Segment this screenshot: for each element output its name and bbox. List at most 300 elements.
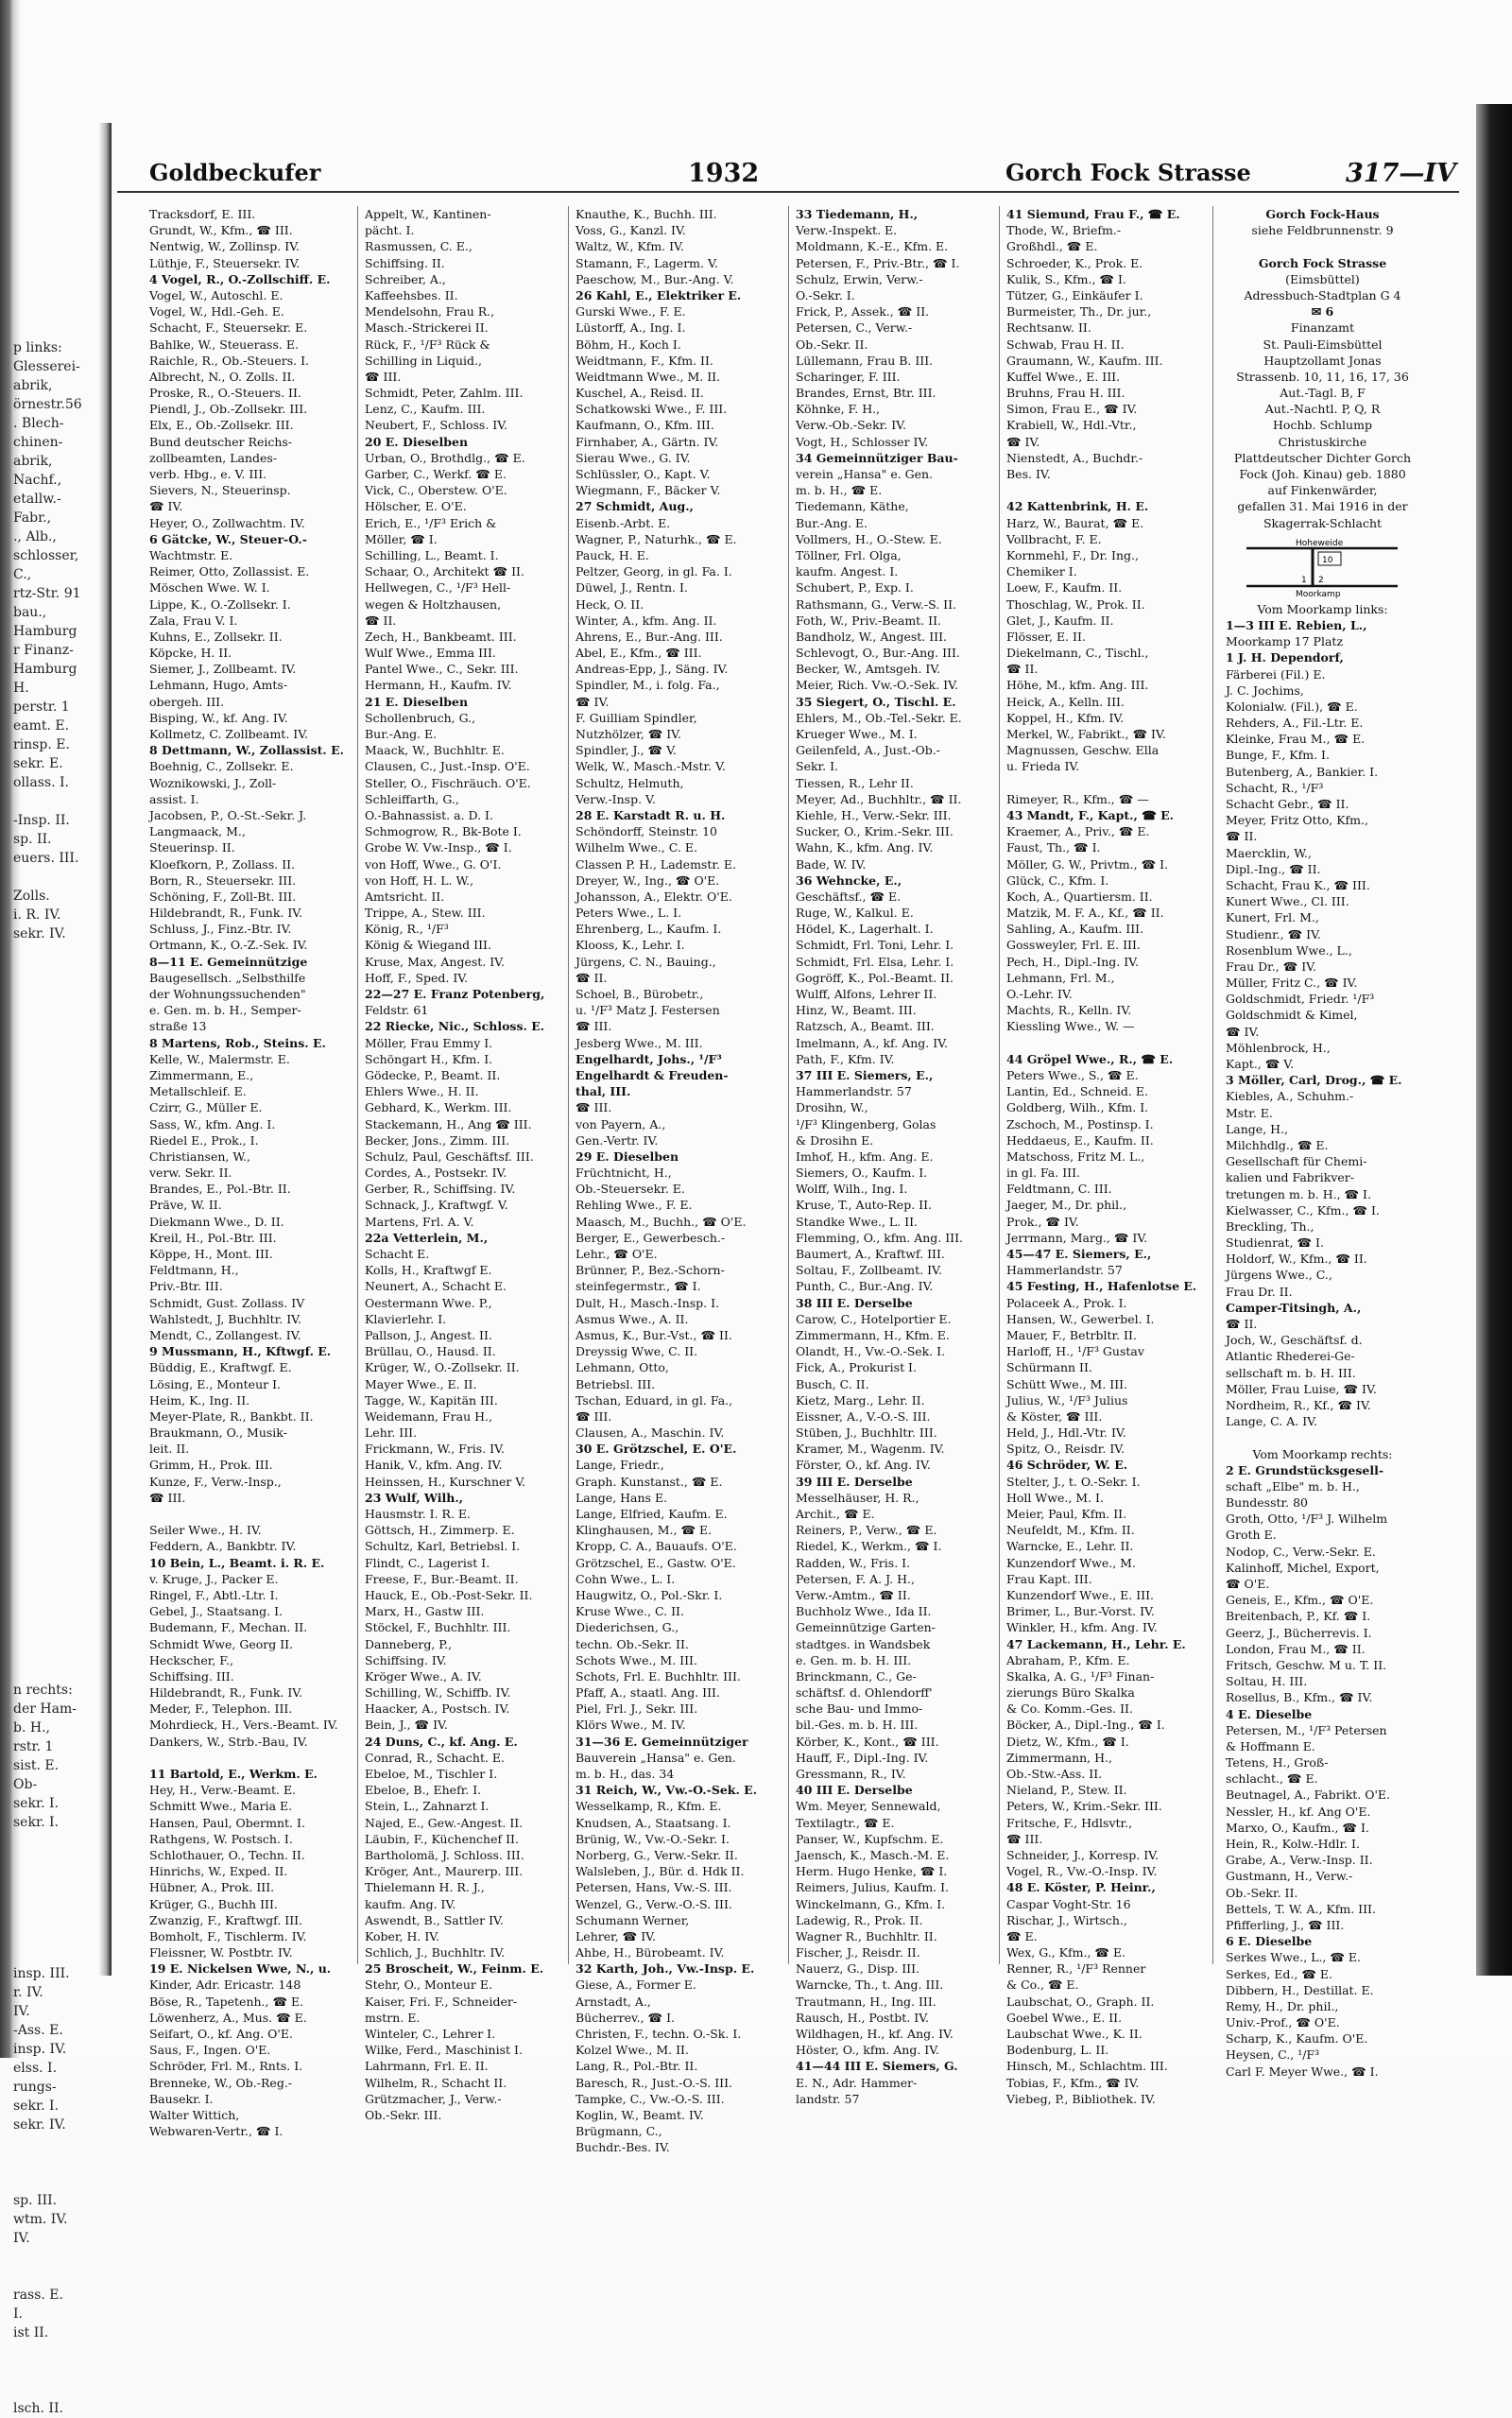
resident-entry: Olandt, H., Vw.-O.-Sek. I. bbox=[796, 1344, 946, 1359]
house-number-entry: 11 Bartold, E., Werkm. E. bbox=[149, 1767, 318, 1781]
resident-entry: zollbeamten, Landes- bbox=[149, 450, 278, 465]
resident-entry: ☎ II. bbox=[1006, 662, 1039, 677]
house-number-entry: 20 E. Dieselben bbox=[365, 434, 469, 449]
resident-entry: & Drosihn E. bbox=[796, 1132, 874, 1148]
resident-entry: König & Wiegand III. bbox=[365, 938, 491, 953]
resident-entry: Wiegmann, F., Bäcker V. bbox=[576, 483, 721, 498]
resident-entry: Polaceek A., Prok. I. bbox=[1006, 1295, 1127, 1310]
resident-entry: & Co., ☎ E. bbox=[1006, 1978, 1079, 1993]
left-page-line bbox=[13, 943, 100, 962]
resident-entry: Kropp, C. A., Bauaufs. O'E. bbox=[576, 1539, 737, 1554]
resident-entry: Matzik, M. F. A., Kf., ☎ II. bbox=[1006, 906, 1164, 921]
resident-entry: Panser, W., Kupfschm. E. bbox=[796, 1831, 944, 1846]
resident-entry: steinfegermstr., ☎ I. bbox=[576, 1279, 701, 1294]
resident-entry: Neubert, F., Schloss. IV. bbox=[365, 418, 508, 433]
resident-entry: Woznikowski, J., Zoll- bbox=[149, 775, 277, 790]
left-page-line bbox=[13, 1076, 100, 1095]
resident-entry: Pfaff, A., staatl. Ang. III. bbox=[576, 1685, 720, 1701]
resident-entry: Petersen, C., Verw.- bbox=[796, 320, 913, 336]
resident-entry: Zimmermann, H., bbox=[1006, 1750, 1112, 1765]
resident-entry: Haugwitz, O., Pol.-Skr. I. bbox=[576, 1587, 723, 1602]
resident-entry: Punth, C., Bur.-Ang. IV. bbox=[796, 1279, 934, 1294]
column-5 bbox=[1006, 206, 1213, 2106]
resident-entry: Köhnke, F. H., bbox=[796, 402, 881, 417]
resident-entry: Andreas-Epp, J., Säng. IV. bbox=[576, 662, 729, 677]
resident-entry: Maercklin, W., bbox=[1226, 845, 1312, 860]
resident-entry: Diekmann Wwe., D. II. bbox=[149, 1214, 284, 1229]
resident-entry: Tagge, W., Kapitän III. bbox=[365, 1392, 498, 1408]
resident-entry: Finanzamt bbox=[1290, 320, 1355, 336]
resident-entry: Kiehle, H., Verw.-Sekr. III. bbox=[796, 807, 952, 822]
resident-entry: Strassenb. 10, 11, 16, 17, 36 bbox=[1236, 369, 1409, 384]
resident-entry: Textilagtr., ☎ E. bbox=[796, 1815, 895, 1830]
resident-entry: Gustmann, H., Verw.- bbox=[1226, 1869, 1353, 1884]
resident-entry: Webwaren-Vertr., ☎ I. bbox=[149, 2124, 284, 2139]
resident-entry: Riedel E., Prok., I. bbox=[149, 1132, 259, 1148]
resident-entry: Bandholz, W., Angest. III. bbox=[796, 629, 948, 644]
resident-entry: Laubschat Wwe., K. II. bbox=[1006, 2027, 1143, 2041]
resident-entry: Walter Wittich, bbox=[149, 2107, 240, 2122]
resident-entry: Geschäftsf., ☎ E. bbox=[796, 889, 902, 904]
resident-entry: Haacker, A., Postsch. IV. bbox=[365, 1701, 510, 1717]
resident-entry: Danneberg, P., bbox=[365, 1636, 453, 1651]
resident-entry: verb. Hbg., e. V. III. bbox=[149, 467, 267, 481]
left-page-line bbox=[13, 1889, 100, 1908]
left-page-line bbox=[13, 1378, 100, 1397]
resident-entry: Aut.-Nachtl. P, Q, R bbox=[1264, 402, 1381, 417]
resident-entry: Brügmann, C., bbox=[576, 2124, 662, 2139]
left-page-line bbox=[13, 1057, 100, 1076]
left-page-line: sekr. IV. bbox=[13, 926, 66, 941]
resident-entry: Flemming, O., kfm. Ang. III. bbox=[796, 1230, 964, 1245]
resident-entry: sche Bau- und Immo- bbox=[796, 1701, 923, 1717]
resident-entry: in gl. Fa. III. bbox=[1006, 1166, 1080, 1181]
resident-entry: Lange, H., bbox=[1226, 1121, 1288, 1136]
resident-entry: Klavierlehr. I. bbox=[365, 1311, 447, 1326]
left-page-line bbox=[13, 206, 100, 225]
resident-entry: Lehmann, Hugo, Amts- bbox=[149, 678, 288, 693]
resident-entry: Brimer, L., Bur.-Vorst. IV. bbox=[1006, 1604, 1155, 1619]
resident-entry: Amtsricht. II. bbox=[365, 889, 445, 904]
resident-entry: Christuskirche bbox=[1278, 434, 1367, 449]
left-page-line: Hamburg bbox=[13, 624, 77, 639]
resident-entry: O.-Sekr. I. bbox=[796, 287, 855, 302]
house-number-entry: 42 Kattenbrink, H. E. bbox=[1006, 499, 1149, 514]
resident-entry: Feldtmann, C. III. bbox=[1006, 1182, 1112, 1197]
left-page-line bbox=[13, 2342, 100, 2361]
map-number: 2 bbox=[1318, 575, 1324, 585]
resident-entry: Masch.-Strickerei II. bbox=[365, 320, 489, 336]
resident-entry: Schmidt, Peter, Zahlm. III. bbox=[365, 386, 524, 401]
left-page-line: etallw.- bbox=[13, 492, 61, 507]
resident-entry: Dipl.-Ing., ☎ II. bbox=[1226, 861, 1321, 876]
resident-entry: Peters Wwe., L. I. bbox=[576, 906, 682, 921]
resident-entry: Kietz, Marg., Lehr. II. bbox=[796, 1392, 925, 1408]
resident-entry: Gemeinnützige Garten- bbox=[796, 1620, 936, 1635]
house-number-entry: 34 Gemeinnütziger Bau- bbox=[796, 450, 958, 465]
resident-entry: Möller, Frau Emmy I. bbox=[365, 1035, 493, 1050]
left-page-line bbox=[13, 2172, 100, 2191]
resident-entry: Petersen, Hans, Vw.-S. III. bbox=[576, 1880, 732, 1895]
resident-entry: Harz, W., Baurat, ☎ E. bbox=[1006, 515, 1144, 530]
resident-entry: Böse, R., Tapetenh., ☎ E. bbox=[149, 1994, 304, 2009]
resident-entry: Kunert, Frl. M., bbox=[1226, 910, 1319, 925]
resident-entry: Früchtnicht, H., bbox=[576, 1166, 672, 1181]
resident-entry: Rück, F., ¹/F³ Rück & bbox=[365, 337, 490, 352]
left-page-line: sekr. IV. bbox=[13, 2117, 66, 2133]
resident-entry: Bettels, T. W. A., Kfm. III. bbox=[1226, 1901, 1376, 1916]
resident-entry: Glet, J., Kaufm. II. bbox=[1006, 613, 1114, 628]
resident-entry: Pfifferling, J., ☎ III. bbox=[1226, 1917, 1345, 1932]
resident-entry: Wagner, P., Naturhk., ☎ E. bbox=[576, 531, 737, 546]
resident-entry: Kuhns, E., Zollsekr. II. bbox=[149, 629, 283, 644]
resident-entry: Flindt, C., Lagerist I. bbox=[365, 1555, 490, 1570]
left-page-line bbox=[13, 1095, 100, 1114]
resident-entry: Vollmers, H., O.-Stew. E. bbox=[796, 531, 942, 546]
resident-entry: Müller, Fritz C., ☎ IV. bbox=[1226, 976, 1358, 991]
resident-entry: Schultz, Karl, Betriebsl. I. bbox=[365, 1539, 521, 1554]
resident-entry: techn. Ob.-Sekr. II. bbox=[576, 1636, 689, 1651]
house-number-entry: 43 Mandt, F., Kapt., ☎ E. bbox=[1006, 807, 1174, 822]
resident-entry: Burmeister, Th., Dr. jur., bbox=[1006, 304, 1152, 320]
left-page-line bbox=[13, 1529, 100, 1548]
resident-entry: St. Pauli-Eimsbüttel bbox=[1263, 337, 1383, 352]
resident-entry: Ahrens, E., Bur.-Ang. III. bbox=[576, 629, 723, 644]
resident-entry: Ringel, F., Abtl.-Ltr. I. bbox=[149, 1587, 279, 1602]
resident-entry: Bodenburg, L. II. bbox=[1006, 2043, 1109, 2058]
resident-entry: von Hoff, H. L. W., bbox=[365, 872, 474, 888]
resident-entry: Mayer Wwe., E. II. bbox=[365, 1376, 477, 1391]
left-page-line bbox=[13, 1511, 100, 1529]
left-page-line: -Ass. E. bbox=[13, 2023, 63, 2038]
map-number: 1 bbox=[1301, 575, 1307, 585]
resident-entry: Drosihn, W., bbox=[796, 1100, 868, 1115]
resident-entry: Schöning, F., Zoll-Bt. III. bbox=[149, 889, 297, 904]
resident-entry: Rausch, H., Postbt. IV. bbox=[796, 2010, 930, 2025]
left-page-line: sekr. I. bbox=[13, 1815, 59, 1830]
resident-entry: ☎ III. bbox=[1006, 1831, 1043, 1846]
resident-entry: ☎ II. bbox=[1226, 1317, 1258, 1331]
resident-entry: Schollenbruch, G., bbox=[365, 710, 476, 725]
resident-entry: Schilling, W., Schiffb. IV. bbox=[365, 1685, 511, 1701]
resident-entry: Giese, A., Former E. bbox=[576, 1978, 696, 1993]
resident-entry: Weidtmann Wwe., M. II. bbox=[576, 369, 721, 384]
resident-entry: Jaensch, K., Masch.-M. E. bbox=[796, 1847, 950, 1862]
resident-entry: Brünig, W., Vw.-O.-Sekr. I. bbox=[576, 1831, 730, 1846]
resident-entry: Raichle, R., Ob.-Steuers. I. bbox=[149, 353, 310, 368]
house-number-entry: 9 Mussmann, H., Kftwgf. E. bbox=[149, 1344, 332, 1359]
resident-entry: Lehmann, Frl. M., bbox=[1006, 970, 1115, 985]
resident-entry: Schilling, L., Beamt. I. bbox=[365, 547, 499, 562]
house-number-entry: 37 III E. Siemers, E., bbox=[796, 1067, 934, 1082]
resident-entry: ☎ III. bbox=[149, 1490, 186, 1505]
resident-entry: Najed, E., Gew.-Angest. II. bbox=[365, 1815, 524, 1830]
resident-entry: Klooss, K., Lehr. I. bbox=[576, 938, 685, 953]
resident-entry: Stelter, J., t. O.-Sekr. I. bbox=[1006, 1474, 1141, 1489]
resident-entry: Nordheim, R., Kf., ☎ IV. bbox=[1226, 1397, 1371, 1412]
resident-entry bbox=[1006, 1035, 1212, 1051]
resident-entry: Wenzel, G., Verw.-O.-S. III. bbox=[576, 1896, 732, 1911]
resident-entry: Goebel Wwe., E. II. bbox=[1006, 2010, 1123, 2025]
left-page-line bbox=[13, 1926, 100, 1945]
resident-entry: Waltz, W., Kfm. IV. bbox=[576, 239, 684, 254]
resident-entry: Stöckel, F., Buchhltr. III. bbox=[365, 1620, 511, 1635]
resident-entry: Vick, C., Oberstew. O'E. bbox=[365, 483, 507, 498]
left-page-line bbox=[13, 1038, 100, 1057]
resident-entry: Skagerrak-Schlacht bbox=[1263, 515, 1383, 530]
resident-entry: Klörs Wwe., M. IV. bbox=[576, 1718, 686, 1733]
house-number-entry: 31 Reich, W., Vw.-O.-Sek. E. bbox=[576, 1783, 758, 1798]
resident-entry: Asmus Wwe., A. II. bbox=[576, 1311, 689, 1326]
resident-entry: Verw.-Inspekt. E. bbox=[796, 223, 898, 238]
resident-entry: stadtges. in Wandsbek bbox=[796, 1636, 931, 1651]
left-page-line bbox=[13, 112, 100, 130]
resident-entry: Appelt, W., Kantinen- bbox=[365, 207, 491, 221]
resident-entry: Matschoss, Fritz M. L., bbox=[1006, 1149, 1145, 1164]
resident-entry: Weidtmann, F., Kfm. II. bbox=[576, 353, 713, 368]
resident-entry: Möller, ☎ I. bbox=[365, 531, 438, 546]
resident-entry: Bisping, W., kf. Ang. IV. bbox=[149, 710, 288, 725]
resident-entry: Dibbern, H., Destillat. E. bbox=[1226, 1982, 1374, 1997]
resident-entry: Lösing, E., Monteur I. bbox=[149, 1376, 281, 1391]
house-number-entry: 6 Gätcke, W., Steuer-O.- bbox=[149, 531, 307, 546]
resident-entry: thal, III. bbox=[576, 1084, 631, 1099]
left-page-line: elss. I. bbox=[13, 2061, 58, 2076]
resident-entry: Marxo, O., Kaufm., ☎ I. bbox=[1226, 1820, 1369, 1835]
resident-entry: Reimers, Julius, Kaufm. I. bbox=[796, 1880, 950, 1895]
resident-entry: Lehrer, ☎ IV. bbox=[576, 1928, 656, 1943]
resident-entry: verein „Hansa" e. Gen. bbox=[796, 467, 934, 481]
resident-entry: Jürgens Wwe., C., bbox=[1226, 1268, 1332, 1283]
house-number-entry: 3 Möller, Carl, Drog., ☎ E. bbox=[1226, 1073, 1402, 1088]
resident-entry: Heick, A., Kelln. III. bbox=[1006, 694, 1125, 709]
resident-entry: Bein, J., ☎ IV. bbox=[365, 1718, 448, 1733]
resident-entry: Elx, E., Ob.-Zollsekr. III. bbox=[149, 418, 294, 433]
resident-entry: Verw.-Ob.-Sekr. IV. bbox=[796, 418, 906, 433]
resident-entry: Rehling Wwe., F. E. bbox=[576, 1198, 693, 1213]
house-number-entry: 25 Broscheit, W., Feinm. E. bbox=[365, 1961, 544, 1977]
resident-entry: Lange, Hans E. bbox=[576, 1490, 668, 1505]
resident-entry: Stehr, O., Monteur E. bbox=[365, 1978, 492, 1993]
resident-entry: Budemann, F., Mechan. II. bbox=[149, 1620, 308, 1635]
resident-entry: Stackemann, H., Ang ☎ III. bbox=[365, 1116, 532, 1131]
house-number-entry: 36 Wehncke, E., bbox=[796, 872, 902, 888]
resident-entry: Jürgens, C. N., Bauing., bbox=[576, 954, 716, 969]
resident-entry: Vogel, R., Vw.-O.-Insp. IV. bbox=[1006, 1864, 1158, 1879]
house-number-entry: 26 Kahl, E., Elektriker E. bbox=[576, 287, 742, 302]
resident-entry: Brandes, Ernst, Btr. III. bbox=[796, 386, 936, 401]
resident-entry: Soltau, F., Zollbeamt. IV. bbox=[796, 1263, 942, 1278]
resident-entry: Wahn, K., kfm. Ang. IV. bbox=[796, 840, 934, 855]
house-number-entry: 45—47 E. Siemers, E., bbox=[1006, 1247, 1152, 1261]
resident-entry: Becker, W., Amtsgeh. IV. bbox=[796, 662, 941, 677]
resident-entry: Soltau, H. III. bbox=[1226, 1674, 1308, 1689]
left-page-line: r Finanz- bbox=[13, 643, 74, 658]
resident-entry: Lange, C. A. IV. bbox=[1226, 1414, 1317, 1429]
resident-entry: Hammerlandstr. 57 bbox=[796, 1084, 912, 1099]
left-page-line: Nachf., bbox=[13, 473, 62, 488]
resident-entry: Bund deutscher Reichs- bbox=[149, 434, 293, 449]
resident-entry: Kapt., ☎ V. bbox=[1226, 1057, 1295, 1071]
resident-entry: (Eimsbüttel) bbox=[1285, 271, 1360, 286]
resident-entry: Buchdr.-Bes. IV. bbox=[576, 2140, 670, 2155]
resident-entry: Wagner R., Buchhltr. II. bbox=[796, 1928, 937, 1943]
resident-entry: straße 13 bbox=[149, 1019, 207, 1034]
resident-entry: Frick, P., Assek., ☎ II. bbox=[796, 304, 930, 320]
resident-entry: Winter, A., kfm. Ang. II. bbox=[576, 613, 717, 628]
resident-entry: von Payern, A., bbox=[576, 1116, 666, 1131]
resident-entry: Kunzendorf Wwe., E. III. bbox=[1006, 1587, 1155, 1602]
resident-entry: Classen P. H., Lademstr. E. bbox=[576, 856, 737, 872]
resident-entry: Geneis, E., Kfm., ☎ O'E. bbox=[1226, 1593, 1374, 1608]
resident-entry: Förster, O., kf. Ang. IV. bbox=[796, 1458, 931, 1473]
resident-entry: Koppel, H., Kfm. IV. bbox=[1006, 710, 1125, 725]
left-page-line bbox=[13, 225, 100, 244]
resident-entry: Schlich, J., Buchhltr. IV. bbox=[365, 1945, 506, 1960]
resident-entry: Dietz, W., Kfm., ☎ I. bbox=[1006, 1734, 1129, 1749]
left-page-line: sp. II. bbox=[13, 832, 52, 847]
resident-entry: Joch, W., Geschäftsf. d. bbox=[1226, 1333, 1363, 1348]
resident-entry: verw. Sekr. II. bbox=[149, 1166, 232, 1181]
resident-entry: Nessler, H., kf. Ang O'E. bbox=[1226, 1804, 1371, 1819]
resident-entry: Petersen, F., Priv.-Btr., ☎ I. bbox=[796, 255, 960, 270]
resident-entry: Kuffel Wwe., E. III. bbox=[1006, 369, 1121, 384]
resident-entry bbox=[149, 1506, 357, 1522]
resident-entry: pächt. I. bbox=[365, 223, 415, 238]
resident-entry: Univ.-Prof., ☎ O'E. bbox=[1226, 2015, 1340, 2030]
resident-entry: Kolls, H., Kraftwgf E. bbox=[365, 1263, 492, 1278]
house-number-entry: 22—27 E. Franz Potenberg, bbox=[365, 987, 545, 1001]
resident-entry: Färberei (Fil.) E. bbox=[1226, 666, 1326, 682]
resident-entry: Warncke, E., Lehr. II. bbox=[1006, 1539, 1134, 1554]
house-number-entry: 24 Duns, C., kf. Ang. E. bbox=[365, 1734, 518, 1749]
resident-entry: ✉ 6 bbox=[1311, 304, 1334, 320]
left-page-line: IV. bbox=[13, 2004, 30, 2019]
resident-entry: Serkes, Ed., ☎ E. bbox=[1226, 1966, 1332, 1981]
resident-entry: Schulz, Paul, Geschäftsf. III. bbox=[365, 1149, 534, 1164]
left-page-line bbox=[13, 149, 100, 168]
resident-entry: E. N., Adr. Hammer- bbox=[796, 2075, 918, 2090]
resident-entry: Schlüssler, O., Kapt. V. bbox=[576, 467, 711, 481]
resident-entry: Steuerinsp. II. bbox=[149, 840, 235, 855]
resident-entry: Groth E. bbox=[1226, 1528, 1277, 1543]
resident-entry: Möller, Frau Luise, ☎ IV. bbox=[1226, 1381, 1377, 1396]
resident-entry: Zschoch, M., Postinsp. I. bbox=[1006, 1116, 1154, 1131]
resident-entry: Grobe W. Vw.-Insp., ☎ I. bbox=[365, 840, 512, 855]
resident-entry: e. Gen. m. b. H. III. bbox=[796, 1652, 912, 1667]
resident-entry: kaufm. Ang. IV. bbox=[365, 1896, 456, 1911]
resident-entry: schlacht., ☎ E. bbox=[1226, 1771, 1318, 1787]
resident-entry: Lantin, Ed., Schneid. E. bbox=[1006, 1084, 1148, 1099]
book-gutter bbox=[98, 123, 112, 1976]
resident-entry: ☎ III. bbox=[576, 1100, 612, 1115]
resident-entry: Fick, A., Prokurist I. bbox=[796, 1360, 917, 1375]
left-page-line bbox=[13, 244, 100, 263]
resident-entry: Breckling, Th., bbox=[1226, 1218, 1314, 1234]
resident-entry: König, R., ¹/F³ bbox=[365, 922, 449, 937]
house-number-entry: 27 Schmidt, Aug., bbox=[576, 499, 694, 514]
resident-entry: Arnstadt, A., bbox=[576, 1994, 651, 2009]
resident-entry: Kruse, Max, Angest. IV. bbox=[365, 954, 505, 969]
resident-entry: Breitenbach, P., Kf. ☎ I. bbox=[1226, 1609, 1371, 1624]
resident-entry: Thoschlag, W., Prok. II. bbox=[1006, 596, 1145, 612]
resident-entry: Ob.-Sekr. II. bbox=[796, 337, 868, 352]
resident-entry: Verw.-Insp. V. bbox=[576, 791, 656, 806]
house-number-entry: 29 E. Dieselben bbox=[576, 1149, 679, 1164]
resident-entry: Graph. Kunstanst., ☎ E. bbox=[576, 1474, 723, 1489]
resident-entry: Standke Wwe., L. II. bbox=[796, 1214, 918, 1229]
resident-entry: Ratzsch, A., Beamt. III. bbox=[796, 1019, 935, 1034]
resident-entry: Moldmann, K.-E., Kfm. E. bbox=[796, 239, 949, 254]
map-label-top: Hoheweide bbox=[1296, 538, 1344, 548]
resident-entry: Schwab, Frau H. II. bbox=[1006, 337, 1125, 352]
resident-entry: leit. II. bbox=[149, 1442, 190, 1457]
left-page-line bbox=[13, 1492, 100, 1511]
resident-entry: Lüstorff, A., Ing. I. bbox=[576, 320, 686, 336]
left-page-line: ., Alb., bbox=[13, 529, 57, 544]
resident-entry: Vogel, W., Autoschl. E. bbox=[149, 287, 284, 302]
resident-entry: Atlantic Rhederei-Ge- bbox=[1226, 1349, 1355, 1364]
resident-entry: Neunert, A., Schacht E. bbox=[365, 1279, 507, 1294]
resident-entry: assist. I. bbox=[149, 791, 199, 806]
resident-entry: Harloff, H., ¹/F³ Gustav bbox=[1006, 1344, 1144, 1359]
resident-entry: Aut.-Tagl. B, F bbox=[1280, 386, 1366, 401]
resident-entry: Ruge, W., Kalkul. E. bbox=[796, 906, 914, 921]
resident-entry: Studienr., ☎ IV. bbox=[1226, 926, 1321, 941]
resident-entry: Peters Wwe., S., ☎ E. bbox=[1006, 1067, 1139, 1082]
street-map-svg bbox=[1246, 537, 1398, 597]
resident-entry: Eisenb.-Arbt. E. bbox=[576, 515, 671, 530]
resident-entry: Mendt, C., Zollangest. IV. bbox=[149, 1327, 301, 1342]
resident-entry: Kuschel, A., Reisd. II. bbox=[576, 386, 704, 401]
resident-entry: Lenz, C., Kaufm. III. bbox=[365, 402, 486, 417]
resident-entry: Gerber, R., Schiffsing. IV. bbox=[365, 1182, 516, 1197]
resident-entry: Holl Wwe., M. I. bbox=[1006, 1490, 1104, 1505]
resident-entry: Kaiser, Fri. F., Schneider- bbox=[365, 1994, 518, 2009]
resident-entry: Brandes, E., Pol.-Btr. II. bbox=[149, 1182, 291, 1197]
resident-entry: Frau Dr. II. bbox=[1226, 1284, 1293, 1299]
left-page-line: bau., bbox=[13, 605, 47, 620]
resident-entry: Viebeg, P., Bibliothek. IV. bbox=[1006, 2091, 1156, 2106]
resident-entry: ☎ II. bbox=[365, 613, 397, 628]
resident-entry: Bruhns, Frau H. III. bbox=[1006, 386, 1125, 401]
resident-entry: Schöngart H., Kfm. I. bbox=[365, 1051, 493, 1066]
left-page-line: abrik, bbox=[13, 378, 53, 393]
resident-entry: Berger, E., Gewerbesch.- bbox=[576, 1230, 726, 1245]
resident-entry: Hein, R., Kolw.-Hdlr. I. bbox=[1226, 1837, 1360, 1851]
resident-entry: Camper-Titsingh, A., bbox=[1226, 1300, 1362, 1315]
resident-entry: & Hoffmann E. bbox=[1226, 1738, 1315, 1753]
resident-entry: Bauverein „Hansa" e. Gen. bbox=[576, 1750, 736, 1765]
resident-entry: Hinsch, M., Schlachtm. III. bbox=[1006, 2059, 1168, 2074]
resident-entry: Cordes, A., Postsekr. IV. bbox=[365, 1166, 507, 1181]
resident-entry: Fritsch, Geschw. M u. T. II. bbox=[1226, 1657, 1387, 1672]
resident-entry: Mendelsohn, Frau R., bbox=[365, 304, 495, 320]
resident-entry: Krüger, W., O.-Zollsekr. II. bbox=[365, 1360, 520, 1375]
resident-entry: Zimmermann, H., Kfm. E. bbox=[796, 1327, 950, 1342]
resident-entry: Kalinhoff, Michel, Export, bbox=[1226, 1560, 1380, 1575]
resident-entry: Lehmann, Otto, bbox=[576, 1360, 669, 1375]
resident-entry: Schots Wwe., M. III. bbox=[576, 1652, 697, 1667]
left-page-line bbox=[13, 1548, 100, 1567]
resident-entry: Heysen, C., ¹/F³ bbox=[1226, 2047, 1320, 2063]
house-number-entry: 48 E. Köster, P. Heinr., bbox=[1006, 1880, 1156, 1895]
resident-entry: Mohrdieck, H., Vers.-Beamt. IV. bbox=[149, 1718, 338, 1733]
resident-entry: London, Frau M., ☎ II. bbox=[1226, 1641, 1366, 1656]
resident-entry: Engelhardt, Johs., ¹/F³ bbox=[576, 1051, 722, 1066]
resident-entry: tretungen m. b. H., ☎ I. bbox=[1226, 1186, 1371, 1201]
resident-entry: Ob.-Stw.-Ass. II. bbox=[1006, 1767, 1103, 1781]
